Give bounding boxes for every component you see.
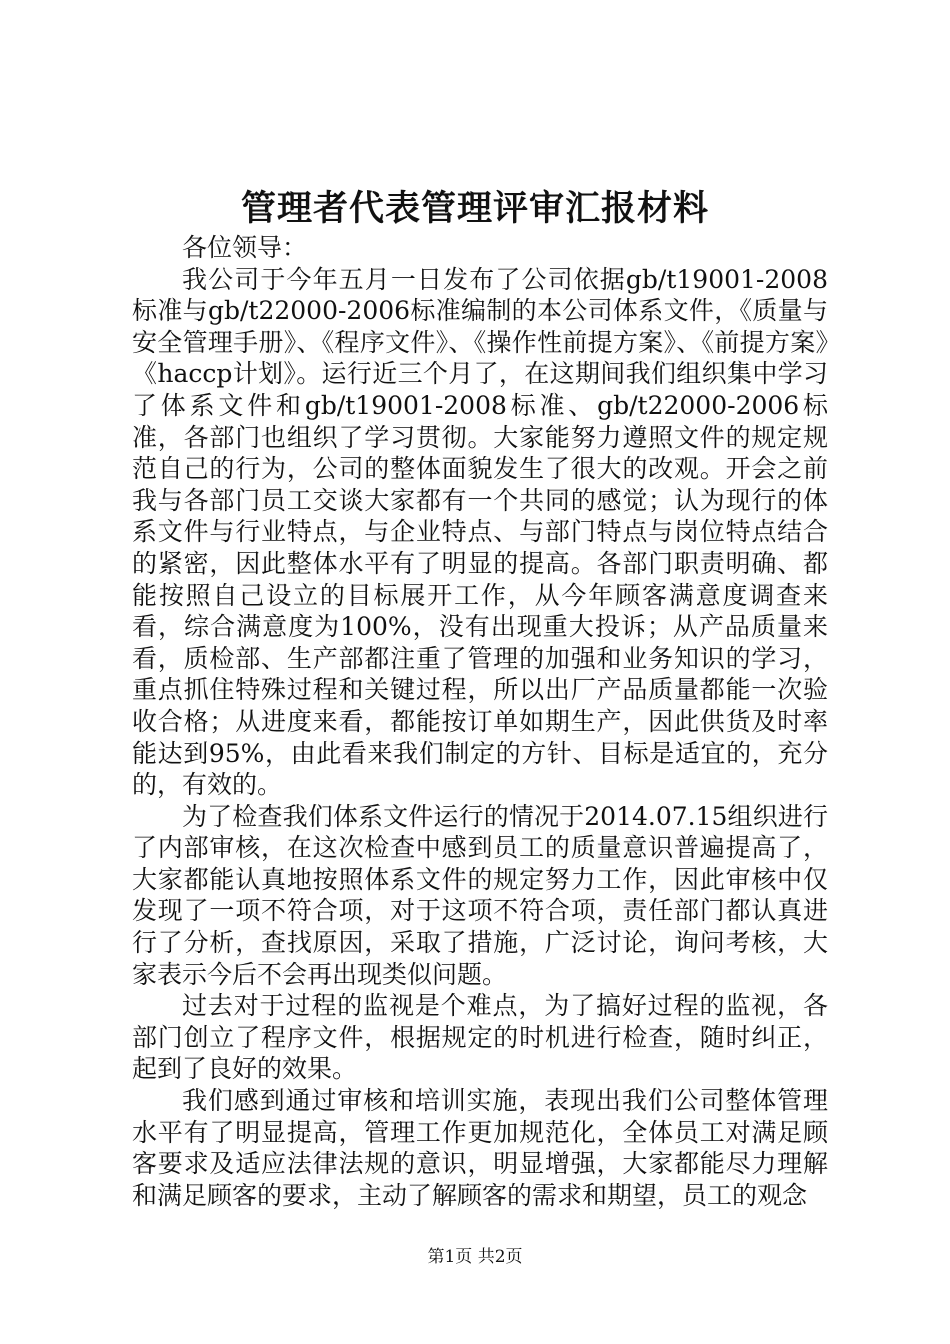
body-paragraph-4: 我们感到通过审核和培训实施，表现出我们公司整体管理水平有了明显提高，管理工作更加规范化，全体员工对满足顾客要求及适应法律法规的意识，明显增强，大家都能尽力理解和满足顾客的要求，主动了解顾客的需求和期望，员工的观念 bbox=[132, 1086, 828, 1210]
document-body bbox=[132, 232, 828, 1211]
salutation: 各位领导： bbox=[182, 233, 308, 262]
body-paragraph-1: 我公司于今年五月一日发布了公司依据gb/t19001-2008标准与gb/t22000-2006标准编制的本公司体系文件，《质量与安全管理手册》、《程序文件》、《操作性前提方案》、《前提方案》《haccp计划》。运行近三个月了，在这期间我们组织集中学习了体系文件和gb/t19001-2008标准、gb/t22000-2006标准，各部门也组织了学习贯彻。大家能努力遵照文件的规定规范自己的行为，公司的整体面貌发生了很大的改观。开会之前我与各部门员工交谈大家都有一个共同的感觉；认为现行的体系文件与行业特点，与企业特点、与部门特点与岗位特点结合的紧密，因此整体水平有了明显的提高。各部门职责明确、都能按照自己设立的目标展开工作，从今年顾客满意度调查来看，综合满意度为100%，没有出现重大投诉；从产品质量来看，质检部、生产部都注重了管理的加强和业务知识的学习，重点抓住特殊过程和关键过程，所以出厂产品质量都能一次验收合格；从进度来看，都能按订单如期生产，因此供货及时率能达到95%，由此看来我们制定的方针、目标是适宜的，充分的，有效的。 bbox=[132, 264, 828, 800]
page-number-footer: 第1页 共2页 bbox=[427, 1247, 523, 1267]
body-paragraph-2: 为了检查我们体系文件运行的情况于2014.07.15组织进行了内部审核，在这次检查中感到员工的质量意识普遍提高了，大家都能认真地按照体系文件的规定努力工作，因此审核中仅发现了一项不符合项，对于这项不符合项，责任部门都认真进行了分析，查找原因，采取了措施，广泛讨论，询问考核，大家表示今后不会再出现类似问题。 bbox=[132, 801, 828, 989]
body-paragraph-3: 过去对于过程的监视是个难点，为了搞好过程的监视，各部门创立了程序文件，根据规定的时机进行检查，随时纠正，起到了良好的效果。 bbox=[132, 991, 828, 1084]
document-title: 管理者代表管理评审汇报材料 bbox=[240, 188, 709, 229]
